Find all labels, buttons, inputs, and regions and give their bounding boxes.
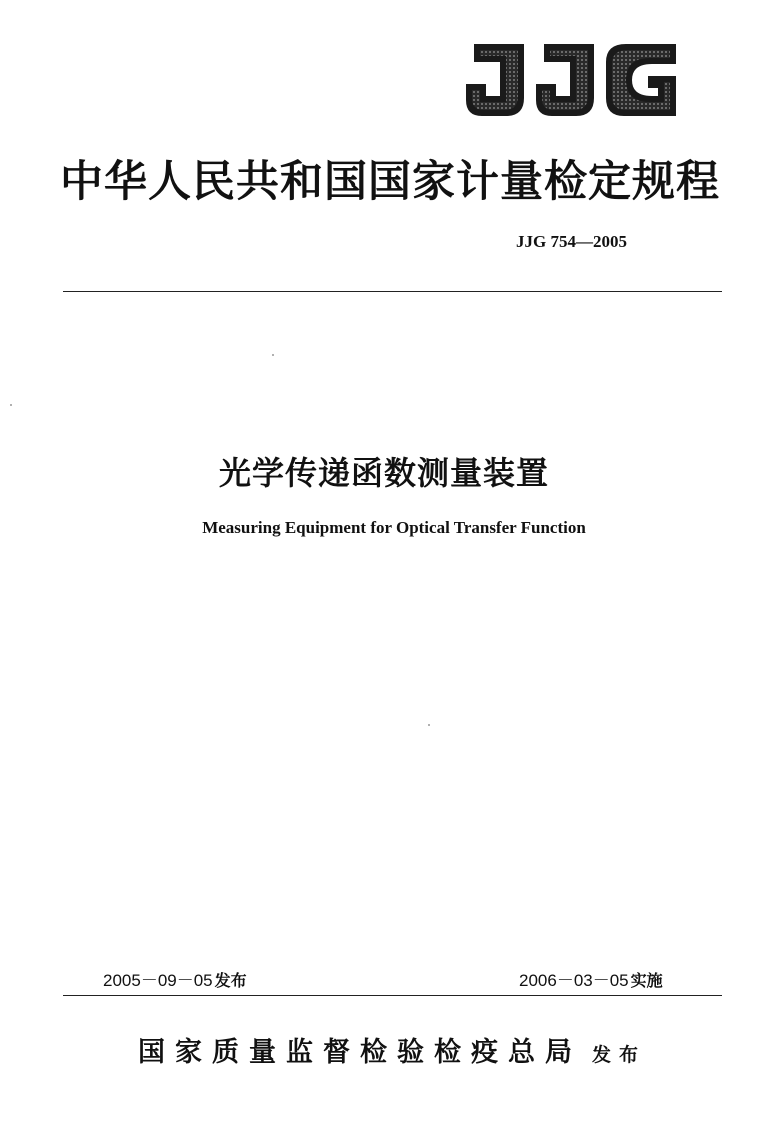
bottom-divider — [63, 995, 722, 996]
scan-speck — [272, 354, 274, 356]
publisher-action: 发布 — [592, 1044, 647, 1066]
publisher-name: 国家质量监督检验检疫总局 — [138, 1037, 582, 1068]
publisher-line — [138, 1030, 646, 1069]
jjg-logo-graphic — [460, 38, 682, 122]
issue-label: 发布 — [214, 971, 247, 990]
logo-letter-g — [606, 44, 676, 116]
top-divider — [63, 291, 722, 292]
document-title-cn: 光学传递函数测量装置 — [218, 454, 549, 492]
scan-speck — [428, 724, 430, 726]
logo-letter-j1 — [466, 44, 524, 116]
implementation-date-line — [519, 966, 663, 991]
logo-letter-j2 — [536, 44, 594, 116]
implementation-date: 2006－03－05 — [519, 971, 629, 990]
issue-date-line — [103, 966, 247, 991]
issue-date: 2005－09－05 — [103, 971, 213, 990]
implementation-label: 实施 — [630, 971, 663, 990]
standard-code: JJG 754—2005 — [516, 232, 627, 251]
scan-speck — [10, 404, 12, 406]
jjg-logo — [460, 38, 682, 122]
document-title-en: Measuring Equipment for Optical Transfer Function — [202, 518, 586, 537]
regulation-series-title: 中华人民共和国国家计量检定规程 — [60, 157, 720, 207]
